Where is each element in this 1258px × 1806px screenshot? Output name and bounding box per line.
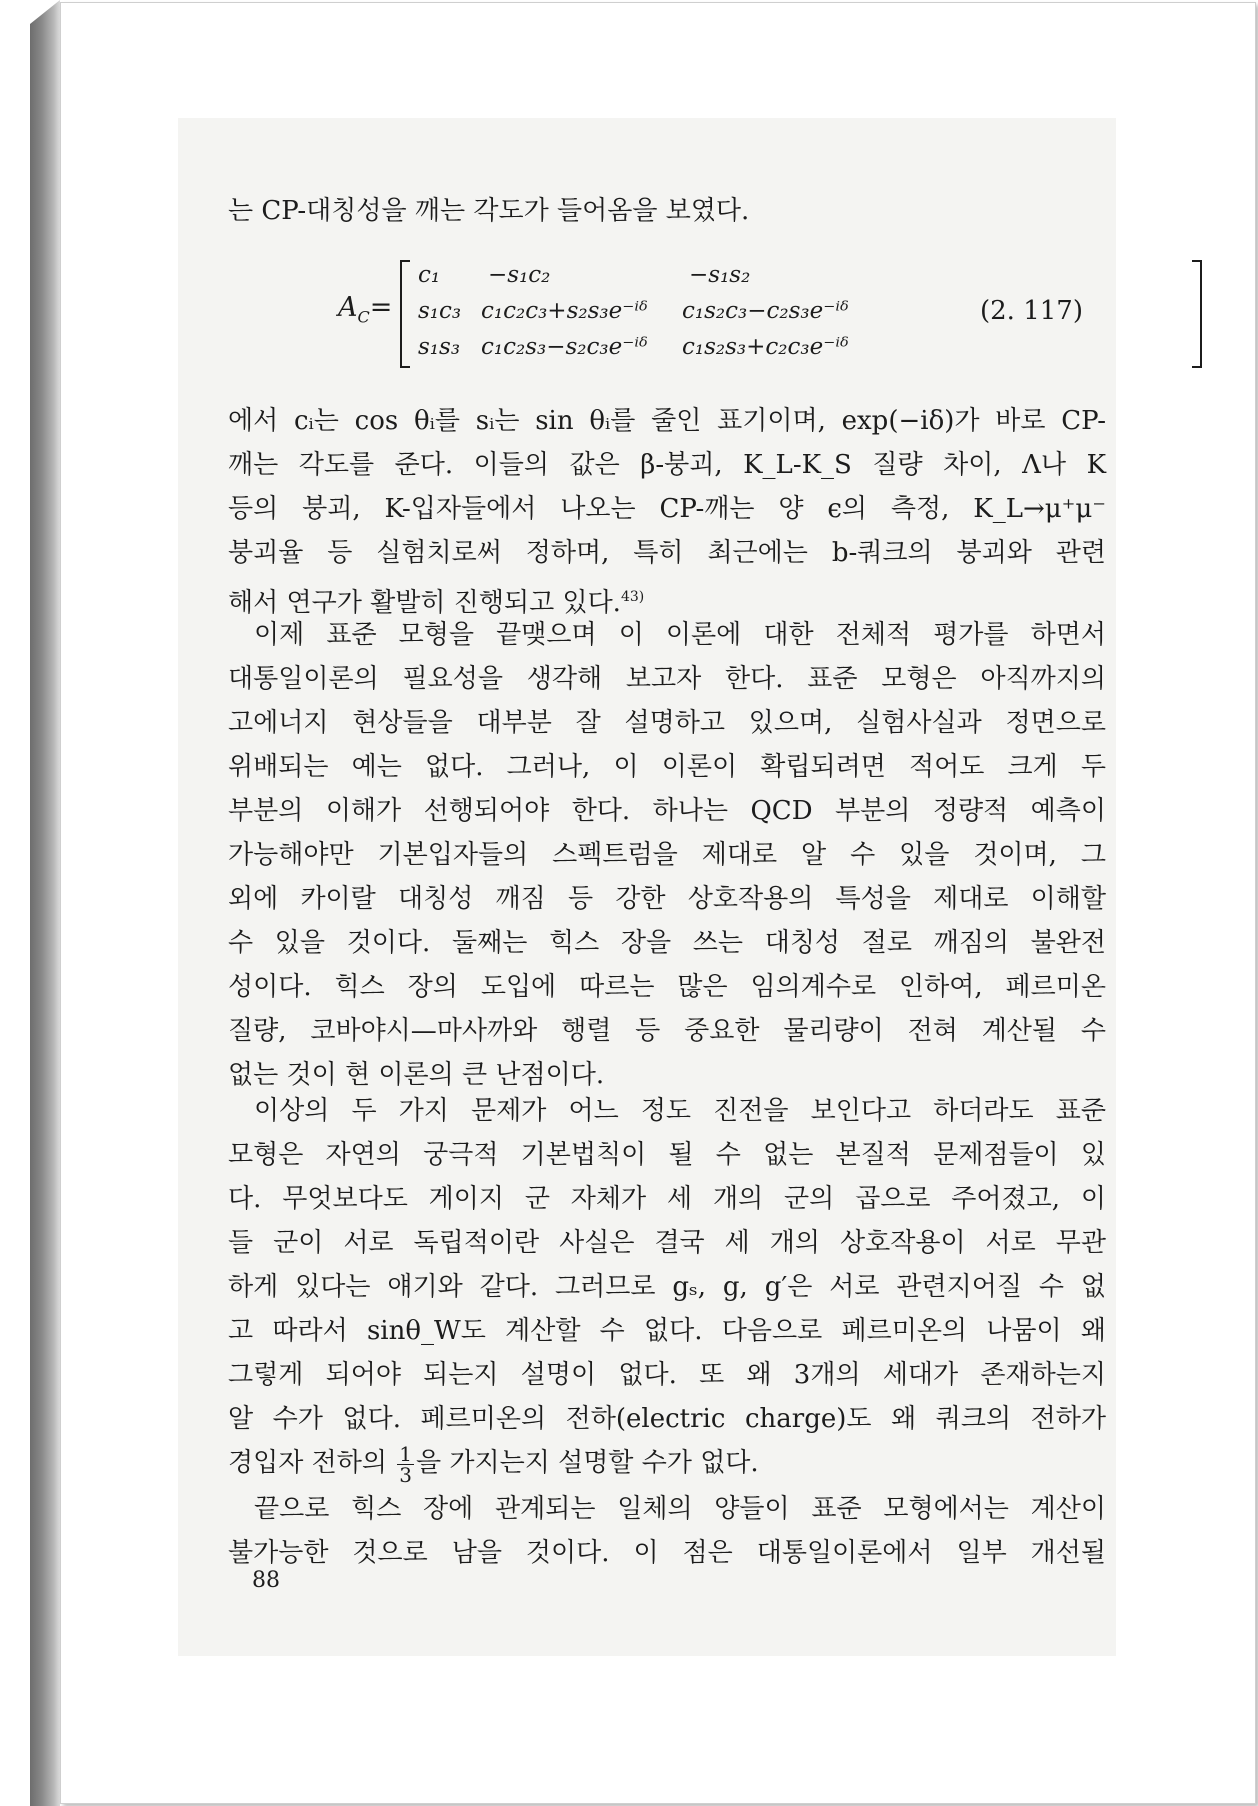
text-line: 경입자 전하의 $\frac{1}{3}$ 을 가지는지 설명할 수가 없다. (228, 1441, 759, 1487)
text-line: 다. 무엇보다도 게이지 군 자체가 세 개의 군의 곱으로 주어졌고, 이 (228, 1184, 1106, 1214)
text-line: 모형은 자연의 궁극적 기본법칙이 될 수 없는 본질적 문제점들이 있 (228, 1140, 1106, 1170)
text-line: 는 CP-대칭성을 깨는 각도가 들어옴을 보였다. (228, 196, 750, 226)
text-line: 불가능한 것으로 남을 것이다. 이 점은 대통일이론에서 일부 개선될 (228, 1538, 1106, 1568)
book-spine (30, 0, 60, 1806)
text-line: 고에너지 현상들을 대부분 잘 설명하고 있으며, 실험사실과 정면으로 (228, 708, 1106, 738)
equation-number: (2. 117) (980, 296, 1083, 326)
text-line: 그렇게 되어야 되는지 설명이 없다. 또 왜 3개의 세대가 존재하는지 (228, 1360, 1106, 1390)
matrix-left-bracket (400, 260, 410, 368)
text-line: 해서 연구가 활발히 진행되고 있다.$^{43)}$ (228, 588, 645, 618)
text-line: 수 있을 것이다. 둘째는 힉스 장을 쓰는 대칭성 절로 깨짐의 불완전 (228, 928, 1106, 958)
text-line: 위배되는 예는 없다. 그러나, 이 이론이 확립되려면 적어도 크게 두 (228, 752, 1106, 782)
matrix-cell: −s₁c₂ (488, 262, 551, 288)
matrix-cell: c₁ (418, 262, 441, 288)
text-line: 성이다. 힉스 장의 도입에 따르는 많은 임의계수로 인하여, 페르미온 (228, 972, 1106, 1002)
text-line: 없는 것이 현 이론의 큰 난점이다. (228, 1060, 605, 1090)
text-line: 대통일이론의 필요성을 생각해 보고자 한다. 표준 모형은 아직까지의 (228, 664, 1106, 694)
matrix-cell: s₁c₃ (418, 298, 462, 324)
fraction-one-third: $\frac{1}{3}$ (399, 1441, 412, 1487)
text-line: 에서 cᵢ는 cos θᵢ를 sᵢ는 sin θᵢ를 줄인 표기이며, exp(−iδ)가 바로 CP- (228, 406, 1106, 436)
matrix-cell: c₁s₂c₃−c₂s₃e⁻ⁱᵟ (682, 298, 849, 324)
text-line: 이상의 두 가지 문제가 어느 정도 진전을 보인다고 하더라도 표준 (254, 1096, 1106, 1126)
equation-2-117 (338, 258, 1083, 366)
text-line: 고 따라서 sinθ_W도 계산할 수 없다. 다음으로 페르미온의 나뭄이 왜 (228, 1316, 1106, 1346)
text-line: 붕괴율 등 실험치로써 정하며, 특히 최근에는 b-쿼크의 붕괴와 관련 (228, 538, 1106, 568)
text-line: 깨는 각도를 준다. 이들의 값은 β-붕괴, K_L-K_S 질량 차이, Λ나 K (228, 450, 1106, 480)
equation-lhs: $A_C=$ (338, 292, 393, 327)
text-line: 가능해야만 기본입자들의 스펙트럼을 제대로 알 수 있을 것이며, 그 (228, 840, 1106, 870)
matrix-cell: c₁c₂s₃−s₂c₃e⁻ⁱᵟ (481, 334, 648, 360)
spine-corner (30, 0, 60, 24)
text-line: 이제 표준 모형을 끝맺으며 이 이론에 대한 전체적 평가를 하면서 (254, 620, 1106, 650)
page-number: 88 (252, 1568, 280, 1593)
text-line: 하게 있다는 얘기와 같다. 그러므로 gₛ, g, g′은 서로 관련지어질 수 없 (228, 1272, 1106, 1302)
text-line: 들 군이 서로 독립적이란 사실은 결국 세 개의 상호작용이 서로 무관 (228, 1228, 1106, 1258)
citation-marker: 43) (620, 589, 645, 605)
text-line: 끝으로 힉스 장에 관계되는 일체의 양들이 표준 모형에서는 계산이 (254, 1494, 1106, 1524)
text-line: 알 수가 없다. 페르미온의 전하(electric charge)도 왜 쿼크의 전하가 (228, 1404, 1106, 1434)
text-line: 질량, 코바야시—마사까와 행렬 등 중요한 물리량이 전혀 계산될 수 (228, 1016, 1106, 1046)
text-line: 부분의 이해가 선행되어야 한다. 하나는 QCD 부분의 정량적 예측이 (228, 796, 1106, 826)
matrix-cell: −s₁s₂ (689, 262, 751, 288)
matrix-cell: s₁s₃ (418, 334, 461, 360)
matrix-cell: c₁c₂c₃+s₂s₃e⁻ⁱᵟ (481, 298, 648, 324)
matrix-cell: c₁s₂s₃+c₂c₃e⁻ⁱᵟ (682, 334, 849, 360)
matrix-right-bracket (1192, 260, 1202, 368)
text-line: 외에 카이랄 대칭성 깨짐 등 강한 상호작용의 특성을 제대로 이해할 (228, 884, 1106, 914)
text-line: 등의 붕괴, K-입자들에서 나오는 CP-깨는 양 ϵ의 측정, K_L→μ⁺μ⁻ (228, 494, 1106, 524)
